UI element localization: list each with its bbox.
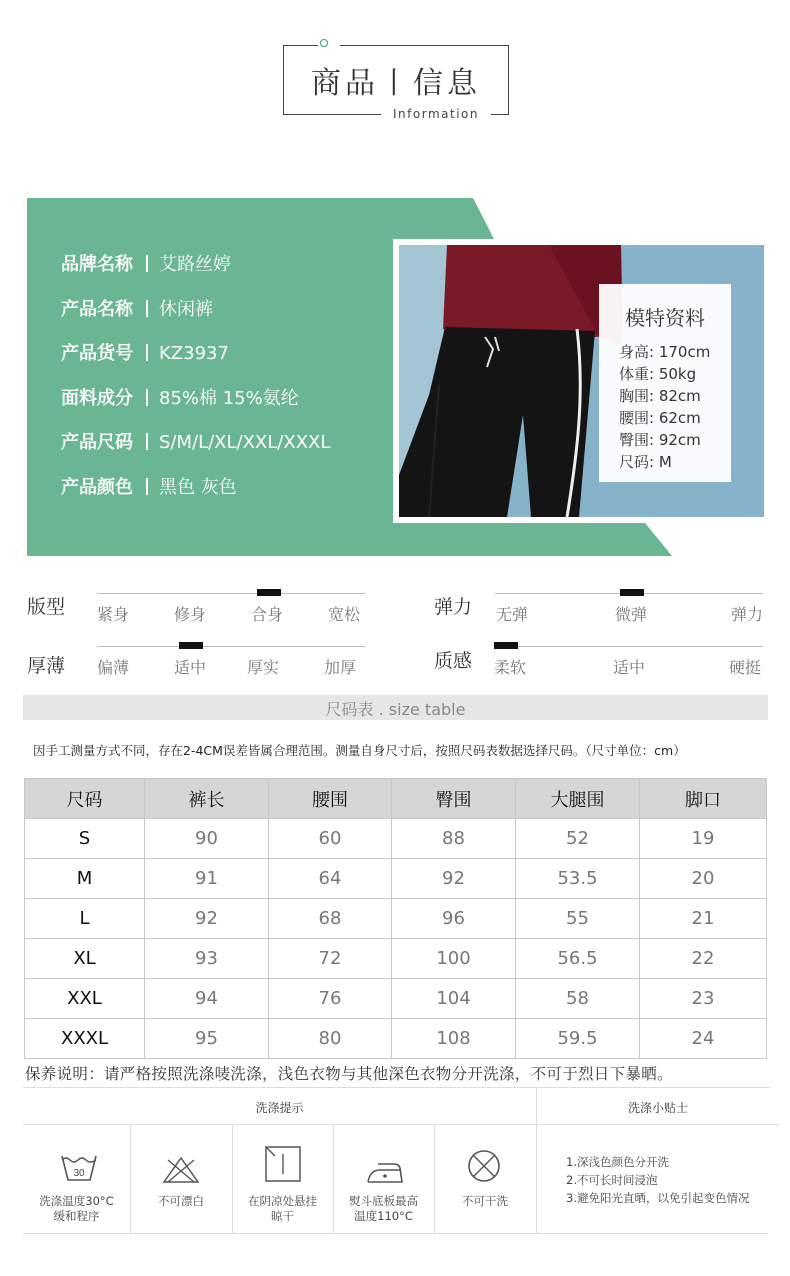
- divider: [23, 1233, 768, 1234]
- column-header: 裤长: [145, 779, 269, 819]
- table-cell: L: [25, 899, 145, 939]
- info-row-brand: [61, 250, 231, 276]
- info-key: 品牌名称: [61, 254, 133, 275]
- wash-caption-line: 不可漂白: [158, 1194, 204, 1208]
- attr-marker-fit: [257, 589, 281, 596]
- table-cell: 20: [640, 859, 767, 899]
- table-cell: 55: [516, 899, 640, 939]
- table-cell: 68: [269, 899, 392, 939]
- table-cell: 100: [392, 939, 516, 979]
- table-cell: 53.5: [516, 859, 640, 899]
- table-cell: 72: [269, 939, 392, 979]
- attr-label-elasticity: 弹力: [434, 596, 473, 618]
- table-cell: 92: [392, 859, 516, 899]
- divider: [130, 1124, 131, 1233]
- attr-option: 宽松: [328, 605, 361, 624]
- attr-option: 厚实: [247, 658, 280, 677]
- attr-option: 适中: [613, 658, 646, 677]
- table-cell: 59.5: [516, 1019, 640, 1059]
- attr-marker-texture: [494, 642, 518, 649]
- table-cell: 91: [145, 859, 269, 899]
- info-row-sizes: [61, 428, 330, 454]
- wash-caption-line: 温度110°C: [354, 1209, 413, 1223]
- info-row-fabric: [61, 384, 299, 410]
- table-cell: 60: [269, 819, 392, 859]
- washing-tip: 1.深浅色颜色分开洗: [566, 1155, 669, 1169]
- divider: [23, 1124, 780, 1125]
- info-value: S/M/L/XL/XXL/XXXL: [159, 432, 331, 453]
- attr-marker-thickness: [179, 642, 203, 649]
- attr-label-fit: 版型: [27, 596, 66, 618]
- wash-caption-line: 不可干洗: [462, 1194, 508, 1208]
- table-cell: M: [25, 859, 145, 899]
- table-cell: 21: [640, 899, 767, 939]
- attr-option: 加厚: [324, 658, 357, 677]
- table-cell: 104: [392, 979, 516, 1019]
- table-cell: 22: [640, 939, 767, 979]
- no-bleach-icon: [162, 1156, 200, 1184]
- separator: [146, 344, 148, 361]
- care-instructions: 保养说明：请严格按照洗涤唛洗涤，浅色衣物与其他深色衣物分开洗涤，不可于烈日下暴晒。: [25, 1065, 673, 1083]
- attr-track-fit: [97, 593, 365, 594]
- table-cell: S: [25, 819, 145, 859]
- wash-caption: [333, 1194, 434, 1224]
- table-cell: 94: [145, 979, 269, 1019]
- size-table-title: 尺码表 . size table: [325, 700, 466, 719]
- column-header: 大腿围: [516, 779, 640, 819]
- table-cell: 92: [145, 899, 269, 939]
- table-row: [25, 979, 767, 1019]
- wash-caption: [130, 1194, 232, 1209]
- table-row: [25, 939, 767, 979]
- table-cell: 19: [640, 819, 767, 859]
- line-dry-shade-icon: [265, 1146, 301, 1182]
- table-cell: XXXL: [25, 1019, 145, 1059]
- washing-tips-heading: 洗涤小贴士: [627, 1101, 688, 1115]
- table-cell: 76: [269, 979, 392, 1019]
- wash-caption-line: 晾干: [271, 1209, 294, 1223]
- attr-label-texture: 质感: [434, 650, 473, 672]
- divider: [434, 1124, 435, 1233]
- model-height: 身高: 170cm: [619, 343, 711, 361]
- divider: [23, 1087, 770, 1088]
- info-value: KZ3937: [159, 343, 229, 364]
- model-size: 尺码: M: [619, 453, 672, 471]
- table-header-row: [25, 779, 767, 819]
- wash-caption: [434, 1194, 536, 1209]
- table-cell: 24: [640, 1019, 767, 1059]
- model-weight: 体重: 50kg: [619, 365, 697, 383]
- table-row: [25, 859, 767, 899]
- table-cell: 52: [516, 819, 640, 859]
- attr-option-selected: 适中: [174, 658, 207, 677]
- table-cell: 108: [392, 1019, 516, 1059]
- attr-track-texture: [495, 646, 763, 647]
- attr-option: 无弹: [496, 605, 529, 624]
- wash-caption-line: 在阴凉处悬挂: [248, 1194, 317, 1208]
- wash-caption-line: 洗涤温度30°C: [39, 1194, 114, 1208]
- table-cell: 93: [145, 939, 269, 979]
- model-bust: 胸围: 82cm: [619, 387, 701, 405]
- table-row: [25, 819, 767, 859]
- size-table: [24, 778, 767, 1059]
- table-cell: 64: [269, 859, 392, 899]
- column-header: 腰围: [269, 779, 392, 819]
- model-waist: 腰围: 62cm: [619, 409, 701, 427]
- attr-option-selected: 柔软: [494, 658, 527, 677]
- page-title: 商品丨信息: [311, 66, 481, 101]
- table-cell: 95: [145, 1019, 269, 1059]
- info-row-sku: [61, 339, 229, 365]
- washing-tip: 3.避免阳光直晒，以免引起变色情况: [566, 1191, 750, 1205]
- washing-tip: 2.不可长时间浸泡: [566, 1173, 658, 1187]
- wash-caption-line: 缓和程序: [53, 1209, 100, 1223]
- wash-30-icon: [60, 1152, 98, 1184]
- table-cell: XXL: [25, 979, 145, 1019]
- table-cell: 90: [145, 819, 269, 859]
- info-key: 产品颜色: [61, 477, 133, 498]
- wash-caption-line: 熨斗底板最高: [349, 1194, 418, 1208]
- info-value: 艾路丝婷: [159, 254, 231, 275]
- table-cell: XL: [25, 939, 145, 979]
- table-cell: 88: [392, 819, 516, 859]
- separator: [146, 433, 148, 450]
- wash-caption: [232, 1194, 333, 1224]
- page-subtitle: Information: [393, 107, 479, 121]
- attr-label-thickness: 厚薄: [27, 655, 66, 677]
- no-dry-clean-icon: [466, 1148, 502, 1184]
- attr-option-selected: 微弹: [615, 605, 648, 624]
- wash-temp-number: 30: [73, 1168, 85, 1179]
- info-value: 85%棉 15%氨纶: [159, 388, 299, 409]
- table-cell: 23: [640, 979, 767, 1019]
- attr-option: 硬挺: [729, 658, 762, 677]
- separator: [146, 478, 148, 495]
- table-cell: 56.5: [516, 939, 640, 979]
- attr-track-thickness: [97, 646, 365, 647]
- attr-option-selected: 合身: [251, 605, 284, 624]
- info-value: 休闲裤: [159, 299, 213, 320]
- column-header: 尺码: [25, 779, 145, 819]
- attr-option: 修身: [174, 605, 207, 624]
- table-row: [25, 899, 767, 939]
- wash-caption: [23, 1194, 130, 1224]
- attr-option: 紧身: [97, 605, 130, 624]
- info-key: 面料成分: [61, 388, 133, 409]
- washing-heading: 洗涤提示: [255, 1101, 304, 1115]
- size-table-note: 因手工测量方式不同，存在2-4CM误差皆属合理范围。测量自身尺寸后，按照尺码表数据选择尺码。（尺寸单位：cm）: [33, 743, 686, 758]
- model-hip: 臀围: 92cm: [619, 431, 701, 449]
- attr-option: 偏薄: [97, 658, 130, 677]
- column-header: 脚口: [640, 779, 767, 819]
- attr-option: 弹力: [731, 605, 764, 624]
- info-key: 产品名称: [61, 299, 133, 320]
- table-cell: 96: [392, 899, 516, 939]
- separator: [146, 300, 148, 317]
- info-key: 产品货号: [61, 343, 133, 364]
- table-cell: 58: [516, 979, 640, 1019]
- separator: [146, 389, 148, 406]
- info-value: 黑色 灰色: [159, 477, 237, 498]
- table-cell: 80: [269, 1019, 392, 1059]
- model-info-title: 模特资料: [625, 306, 705, 330]
- info-row-colors: [61, 473, 237, 499]
- iron-icon: [366, 1160, 404, 1184]
- table-row: [25, 1019, 767, 1059]
- attr-marker-elasticity: [620, 589, 644, 596]
- column-header: 臀围: [392, 779, 516, 819]
- separator: [146, 255, 148, 272]
- info-key: 产品尺码: [61, 432, 133, 453]
- info-row-name: [61, 295, 213, 321]
